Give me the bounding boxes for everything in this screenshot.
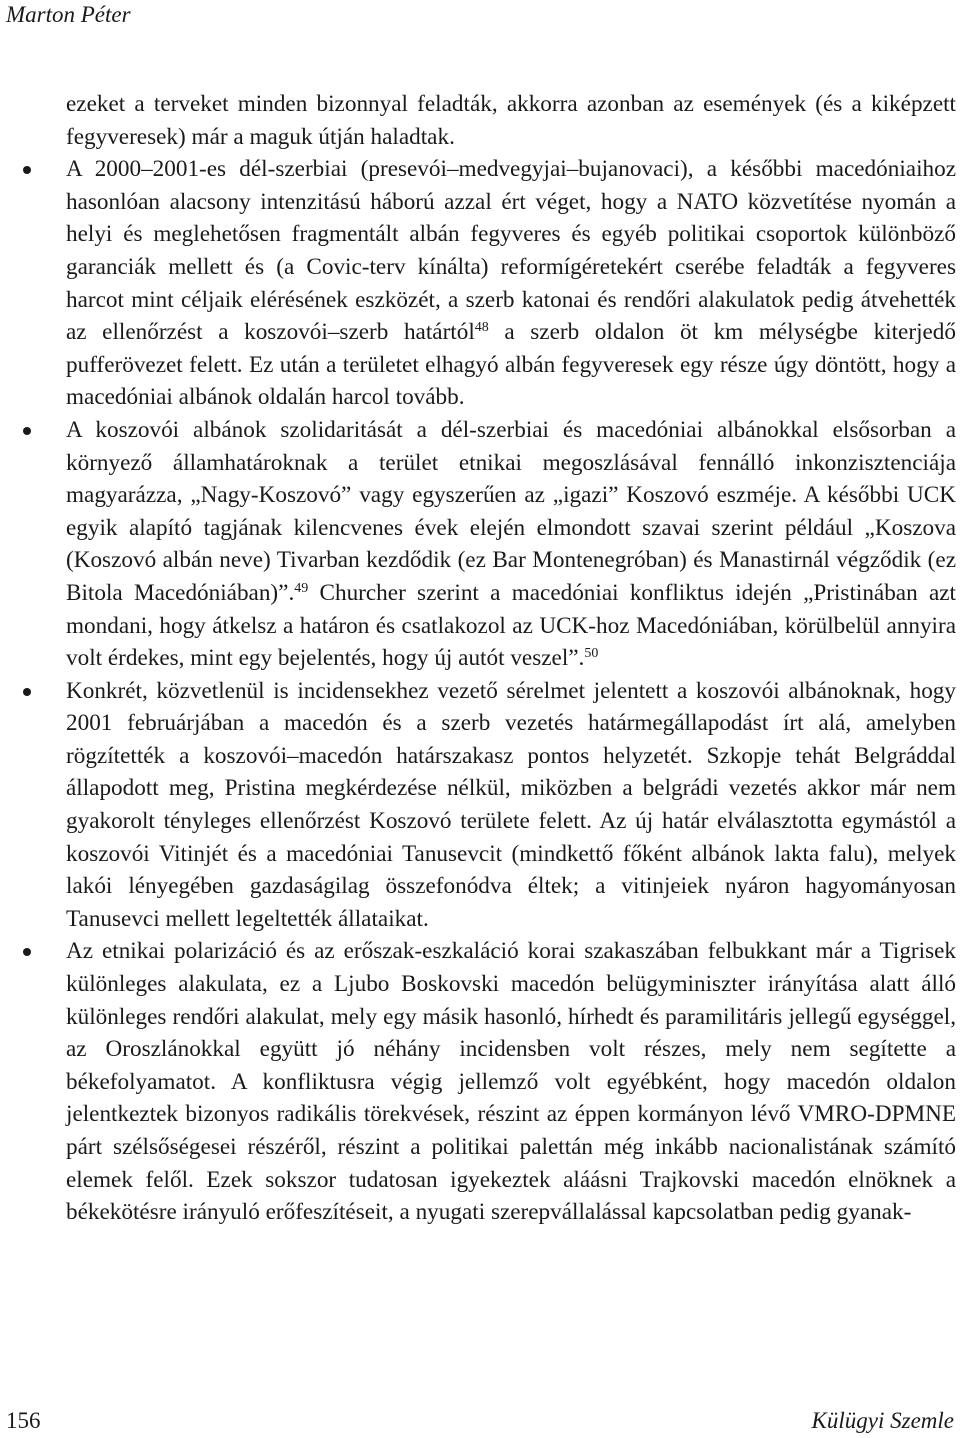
bullet-text: A 2000–2001-es dél-szerbiai (presevói–medvegyjai–bujanovaci), a későbbi macedóniaihoz hasonlóan alacsony intenzitású háború azzal ért véget, hogy a NATO közvetítése nyomán a helyi és meglehetősen fragmentált albán fegyveres és egyéb politikai csoportok különböző garanciák mellett és (a Covic-terv kínálta) reformígéretekért cserébe feladták a fegyveres harcot mint céljaik elérésének eszközét, a szerb katonai és rendőri alakulatok pedig átvehették az ellenőrzést a koszovói–szerb határtól [66, 156, 956, 346]
footnote-marker[interactable]: 48 [474, 320, 489, 336]
bullet-icon [23, 166, 31, 174]
journal-name: Külügyi Szemle [811, 1408, 954, 1433]
bullet-icon [23, 948, 31, 956]
bullet-text: Churcher szerint a macedóniai konfliktus idején „Pristinában azt mondani, hogy átkelsz a határon és csatlakozol az UCK-hoz Macedóniában, körülbelül annyira volt érdekes, mint egy bejelentés, hogy új autót veszel”. [66, 579, 956, 672]
bullet-text: Az etnikai polarizáció és az erőszak-eszkaláció korai szakaszában felbukkant már a Tigrisek különleges alakulata, ez a Ljubo Boskovski macedón belügyminiszter irányítása alatt álló különleges rendőri alakulat, mely egy másik hasonló, hírhedt és paramilitáris jellegű egységgel, az Oroszlánokkal együtt jó néhány incidensben volt részes, mely nem segítette a békefolyamatot. A konfliktusra végig jellemző volt egyébként, hogy macedón oldalon jelentkeztek bizonyos radikális törekvések, részint az éppen kormányon lévő VMRO-DPMNE párt szélsőségesei részéről, részint a politikai palettán még inkább nacionalistának számító elemek felől. Ezek sokszor tudatosan igyekeztek aláásni Trajkovski macedón elnöknek a békekötésre irányuló erőfeszítéseit, a nyugati szerepvállalással kapcsolatban pedig gyanak- [66, 938, 956, 1226]
page-body [66, 88, 956, 1229]
bullet-item [66, 935, 956, 1228]
page-number: 156 [6, 1408, 41, 1433]
bullet-item [66, 414, 956, 675]
bullet-text: Konkrét, közvetlenül is incidensekhez vezető sérelmet jelentett a koszovói albánoknak, hogy 2001 februárjában a macedón és a szerb vezetés határmegállapodást írt alá, amelyben rögzítették a koszovói–macedón határszakasz pontos helyzetét. Szkopje tehát Belgráddal állapodott meg, Pristina megkérdezése nélkül, miközben a belgrádi vezetés akkor már nem gyakorolt tényleges ellenőrzést Koszovó területe felett. Az új határ elválasztotta egymástól a koszovói Vitinjét és a macedóniai Tanusevcit (mindkettő főként albánok lakta falu), melyek lakói lényegében gazdaságilag összefonódva éltek; a vitinjeiek nyáron hagyományosan Tanusevci mellett legeltették állataikat. [66, 677, 956, 932]
bullet-list [66, 153, 956, 1229]
bullet-text: A koszovói albánok szolidaritását a dél-szerbiai és macedóniai albánokkal elsősorban a környező államhatároknak a terület etnikai megoszlásával fennálló inkonzisztenciája magyarázza, „Nagy-Koszovó” vagy egyszerűen az „igazi” Koszovó eszméje. A későbbi UCK egyik alapító tagjának kilencvenes évek elején elmondott szavai szerint például „Koszova (Koszovó albán neve) Tivarban kezdődik (ez Bar Montenegróban) és Manastirnál végződik (ez Bitola Macedóniában)”. [66, 416, 956, 606]
bullet-item [66, 675, 956, 936]
bullet-item [66, 153, 956, 414]
bullet-icon [23, 427, 31, 435]
bullet-icon [23, 688, 31, 696]
running-head-author: Marton Péter [6, 2, 131, 27]
footnote-marker[interactable]: 50 [584, 646, 599, 662]
bullet-text: a szerb oldalon öt km mélységbe kiterjedő pufferövezet felett. Ez után a területet elhagyó albán fegyveresek egy része úgy döntött, hogy a macedóniai albánok oldalán harcol tovább. [66, 319, 956, 411]
intro-paragraph: ezeket a terveket minden bizonnyal feladták, akkorra azonban az események (és a kiképzett fegyveresek) már a maguk útján haladtak. [66, 91, 956, 150]
footnote-marker[interactable]: 49 [294, 580, 309, 596]
